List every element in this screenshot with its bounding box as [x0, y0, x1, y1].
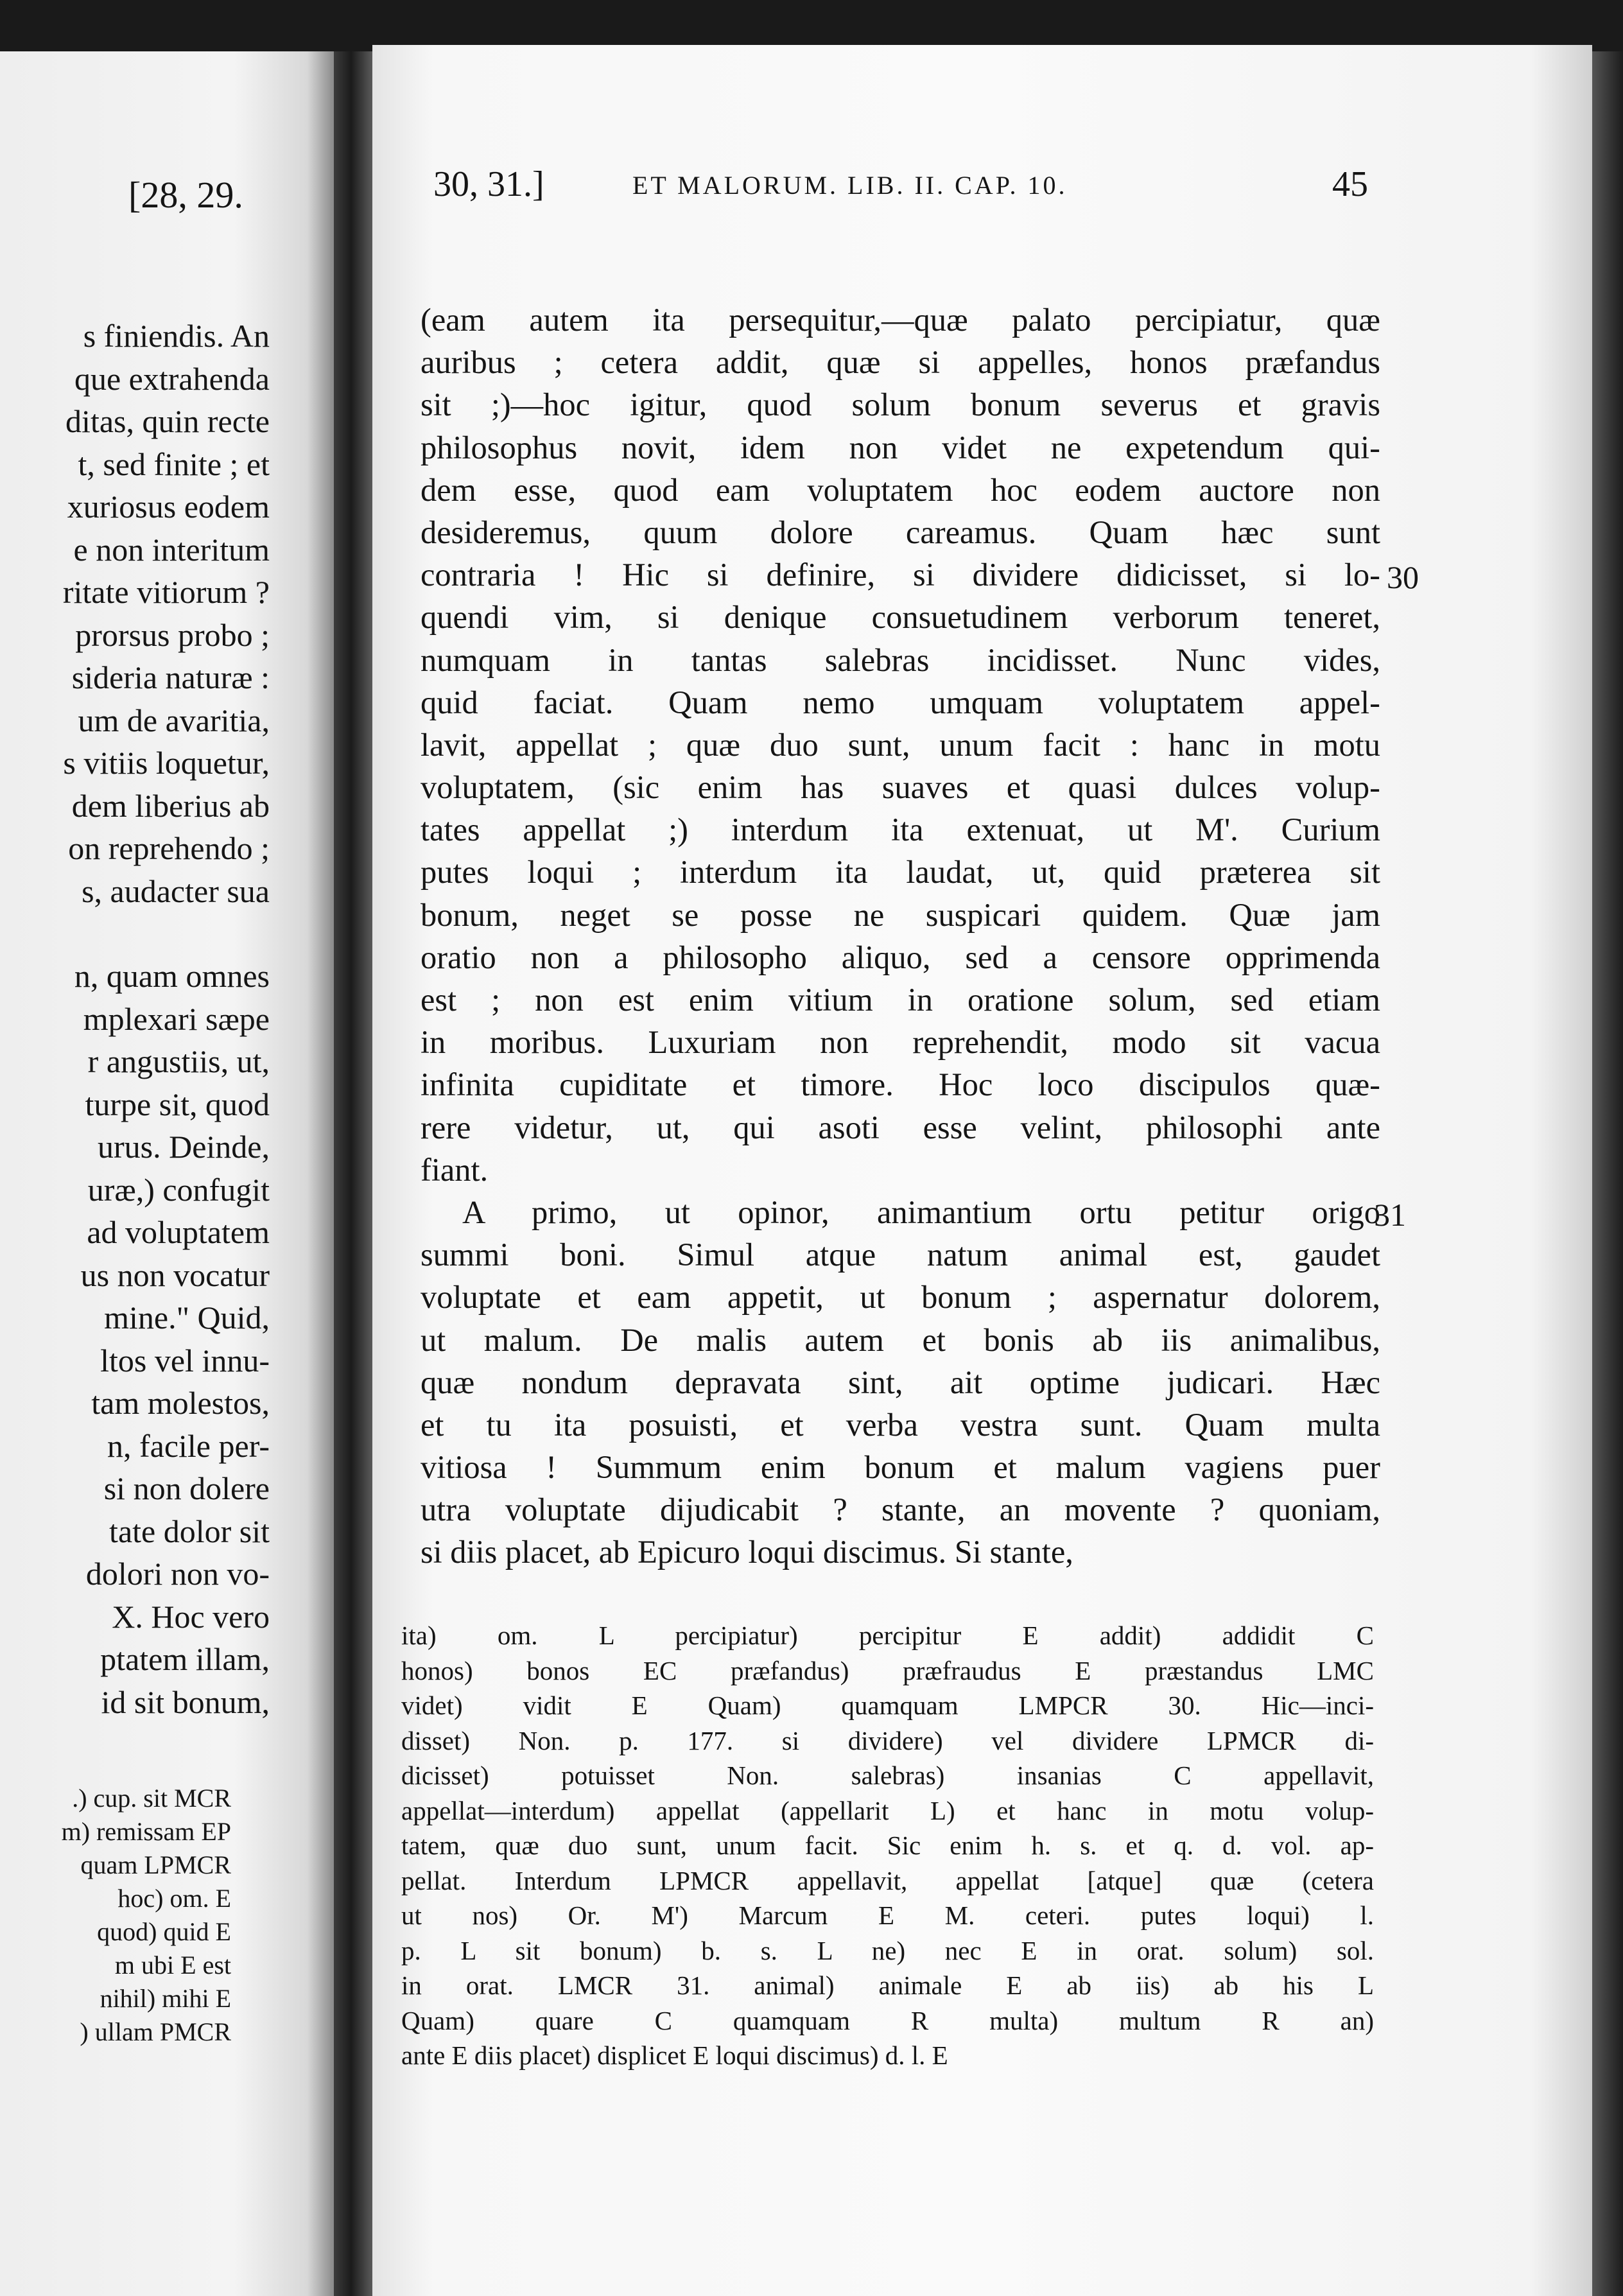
- text-line: tam molestos,: [91, 1385, 270, 1421]
- text-line: et tu ita posuisti, et verba vestra sunt. Quam multa: [421, 1406, 1380, 1443]
- text-line: quæ nondum depravata sint, ait optime judicari. Hæc: [421, 1364, 1380, 1400]
- note-line: quam LPMCR: [80, 1850, 231, 1879]
- text-line: lavit, appellat ; quæ duo sunt, unum facit : hanc in motu: [421, 726, 1380, 763]
- text-line: in moribus. Luxuriam non reprehendit, modo sit vacua: [421, 1024, 1380, 1061]
- text-line: mplexari sæpe: [83, 1000, 270, 1037]
- text-line: urus. Deinde,: [98, 1129, 270, 1165]
- note-line: Quam) quare C quamquam R multa) multum R an): [401, 2005, 1374, 2035]
- text-line: ltos vel innu-: [100, 1342, 270, 1378]
- note-line: quod) quid E: [97, 1917, 231, 1946]
- text-line: t, sed finite ; et: [78, 446, 270, 482]
- text-line: putes loqui ; interdum ita laudat, ut, quid præterea sit: [421, 854, 1380, 891]
- note-line: p. L sit bonum) b. s. L ne) nec E in orat. solum) sol.: [401, 1935, 1374, 1965]
- text-line: s finiendis. An: [83, 318, 270, 354]
- text-line: fiant.: [421, 1151, 489, 1188]
- note-line: ita) om. L percipiatur) percipitur E addit) addidit C: [401, 1621, 1374, 1650]
- text-line: n, quam omnes: [74, 958, 270, 994]
- note-line: ) ullam PMCR: [80, 2017, 231, 2046]
- text-line: vitiosa ! Summum enim bonum et malum vagiens puer: [421, 1449, 1380, 1486]
- text-line: X. Hoc vero: [112, 1598, 270, 1635]
- text-line: xuriosus eodem: [67, 489, 270, 525]
- text-line: rere videtur, ut, qui asoti esse velint, philosophi ante: [421, 1109, 1380, 1145]
- text-line: est ; non est enim vitium in oratione solum, sed etiam: [421, 982, 1380, 1018]
- text-line: prorsus probo ;: [75, 616, 270, 653]
- text-line: ritate vitiorum ?: [62, 574, 270, 610]
- text-line: quendi vim, si denique consuetudinem verborum teneret,: [421, 599, 1380, 636]
- text-line: ptatem illam,: [100, 1641, 270, 1677]
- text-line: ut malum. De malis autem et bonis ab iis animalibus,: [421, 1321, 1380, 1358]
- note-line: m ubi E est: [114, 1951, 231, 1979]
- text-line: s, audacter sua: [82, 873, 270, 909]
- text-line: tate dolor sit: [109, 1513, 270, 1549]
- text-line: si non dolere: [103, 1470, 270, 1506]
- text-line: dem esse, quod eam voluptatem hoc eodem auctore non: [421, 471, 1380, 508]
- note-line: ante E diis placet) displicet E loqui discimus) d. l. E: [401, 2040, 948, 2070]
- text-line: um de avaritia,: [78, 702, 270, 738]
- text-line: quid faciat. Quam nemo umquam voluptatem appel-: [421, 684, 1380, 720]
- text-line: mine." Quid,: [104, 1300, 270, 1335]
- text-line: uræ,) confugit: [87, 1171, 270, 1208]
- text-line: bonum, neget se posse ne suspicari quidem. Quæ jam: [421, 896, 1380, 933]
- left-page-notes: [62, 1782, 231, 2049]
- text-line: (eam autem ita persequitur,—quæ palato percipiatur, quæ: [421, 302, 1380, 338]
- text-line: ditas, quin recte: [65, 403, 270, 439]
- text-line: r angustiis, ut,: [87, 1043, 270, 1079]
- text-line: tates appellat ;) interdum ita extenuat, ut M'. Curium: [421, 812, 1380, 848]
- text-line: A primo, ut opinor, animantium ortu petitur origo: [462, 1194, 1380, 1230]
- text-line: desideremus, quum dolore careamus. Quam hæc sunt: [421, 514, 1380, 550]
- note-line: hoc) om. E: [117, 1884, 231, 1913]
- text-line: utra voluptate dijudicabit ? stante, an movente ? quoniam,: [421, 1492, 1380, 1528]
- note-line: videt) vidit E Quam) quamquam LMPCR 30. Hic—inci-: [401, 1691, 1374, 1720]
- note-line: appellat—interdum) appellat (appellarit L) et hanc in motu volup-: [401, 1795, 1374, 1825]
- note-line: pellat. Interdum LPMCR appellavit, appellat [atque] quæ (cetera: [401, 1865, 1374, 1895]
- text-line: sit ;)—hoc igitur, quod solum bonum severus et gravis: [421, 387, 1380, 423]
- text-line: on reprehendo ;: [68, 830, 270, 866]
- note-line: disset) Non. p. 177. si dividere) vel dividere LPMCR di-: [401, 1725, 1374, 1755]
- text-line: sideria naturæ :: [71, 659, 270, 695]
- left-page: [0, 51, 334, 2296]
- text-line: ad voluptatem: [87, 1214, 270, 1250]
- text-line: dolori non vo-: [85, 1556, 270, 1592]
- text-line: numquam in tantas salebras incidisset. Nunc vides,: [421, 641, 1380, 678]
- note-line: tatem, quæ duo sunt, unum facit. Sic enim h. s. et q. d. vol. ap-: [401, 1831, 1374, 1860]
- text-line: voluptate et eam appetit, ut bonum ; aspernatur dolorem,: [421, 1279, 1380, 1316]
- note-line: .) cup. sit MCR: [72, 1784, 231, 1813]
- margin-section-number: 30: [1387, 559, 1419, 595]
- page-number: 45: [1332, 164, 1368, 204]
- text-line: [63, 912, 270, 955]
- note-line: in orat. LMCR 31. animal) animale E ab iis) ab his L: [401, 1970, 1374, 2000]
- text-line: si diis placet, ab Epicuro loqui discimus. Si stante,: [421, 1534, 1073, 1570]
- note-line: ut nos) Or. M') Marcum E M. ceteri. putes loqui) l.: [401, 1900, 1374, 1930]
- text-line: us non vocatur: [80, 1257, 270, 1293]
- text-line: oratio non a philosopho aliquo, sed a censore opprimenda: [421, 939, 1380, 975]
- text-line: philosophus novit, idem non videt ne expetendum qui-: [421, 429, 1380, 465]
- note-line: m) remissam EP: [61, 1817, 231, 1846]
- text-line: id sit bonum,: [101, 1683, 270, 1720]
- text-line: auribus ; cetera addit, quæ si appelles, honos præfandus: [421, 344, 1380, 381]
- note-line: nihil) mihi E: [100, 1984, 231, 2013]
- left-running-head: [28, 29.: [128, 174, 243, 216]
- text-line: s vitiis loquetur,: [63, 745, 270, 781]
- right-running-head-title: ET MALORUM. LIB. II. CAP. 10.: [632, 171, 1068, 200]
- book-gutter: [334, 51, 372, 2296]
- margin-section-number: 31: [1374, 1197, 1406, 1233]
- text-line: dem liberius ab: [71, 787, 270, 824]
- critical-apparatus: [401, 1618, 1374, 2073]
- left-page-text: [63, 315, 270, 1723]
- text-line: voluptatem, (sic enim has suaves et quasi dulces volup-: [421, 769, 1380, 806]
- page-edge: [1592, 51, 1623, 2296]
- text-line: contraria ! Hic si definire, si dividere didicisset, si lo-: [421, 557, 1380, 593]
- text-line: turpe sit, quod: [85, 1086, 270, 1122]
- text-line: e non interitum: [73, 531, 270, 568]
- right-page: [372, 45, 1592, 2296]
- main-text: [421, 299, 1380, 1574]
- text-line: summi boni. Simul atque natum animal est, gaudet: [421, 1237, 1380, 1273]
- text-line: infinita cupiditate et timore. Hoc loco discipulos quæ-: [421, 1066, 1380, 1103]
- note-line: honos) bonos EC præfandus) præfraudus E præstandus LMC: [401, 1655, 1374, 1685]
- text-line: n, facile per-: [107, 1427, 270, 1464]
- note-line: dicisset) potuisset Non. salebras) insanias C appellavit,: [401, 1761, 1374, 1790]
- text-line: que extrahenda: [74, 360, 270, 397]
- right-running-head-sections: 30, 31.]: [433, 164, 544, 204]
